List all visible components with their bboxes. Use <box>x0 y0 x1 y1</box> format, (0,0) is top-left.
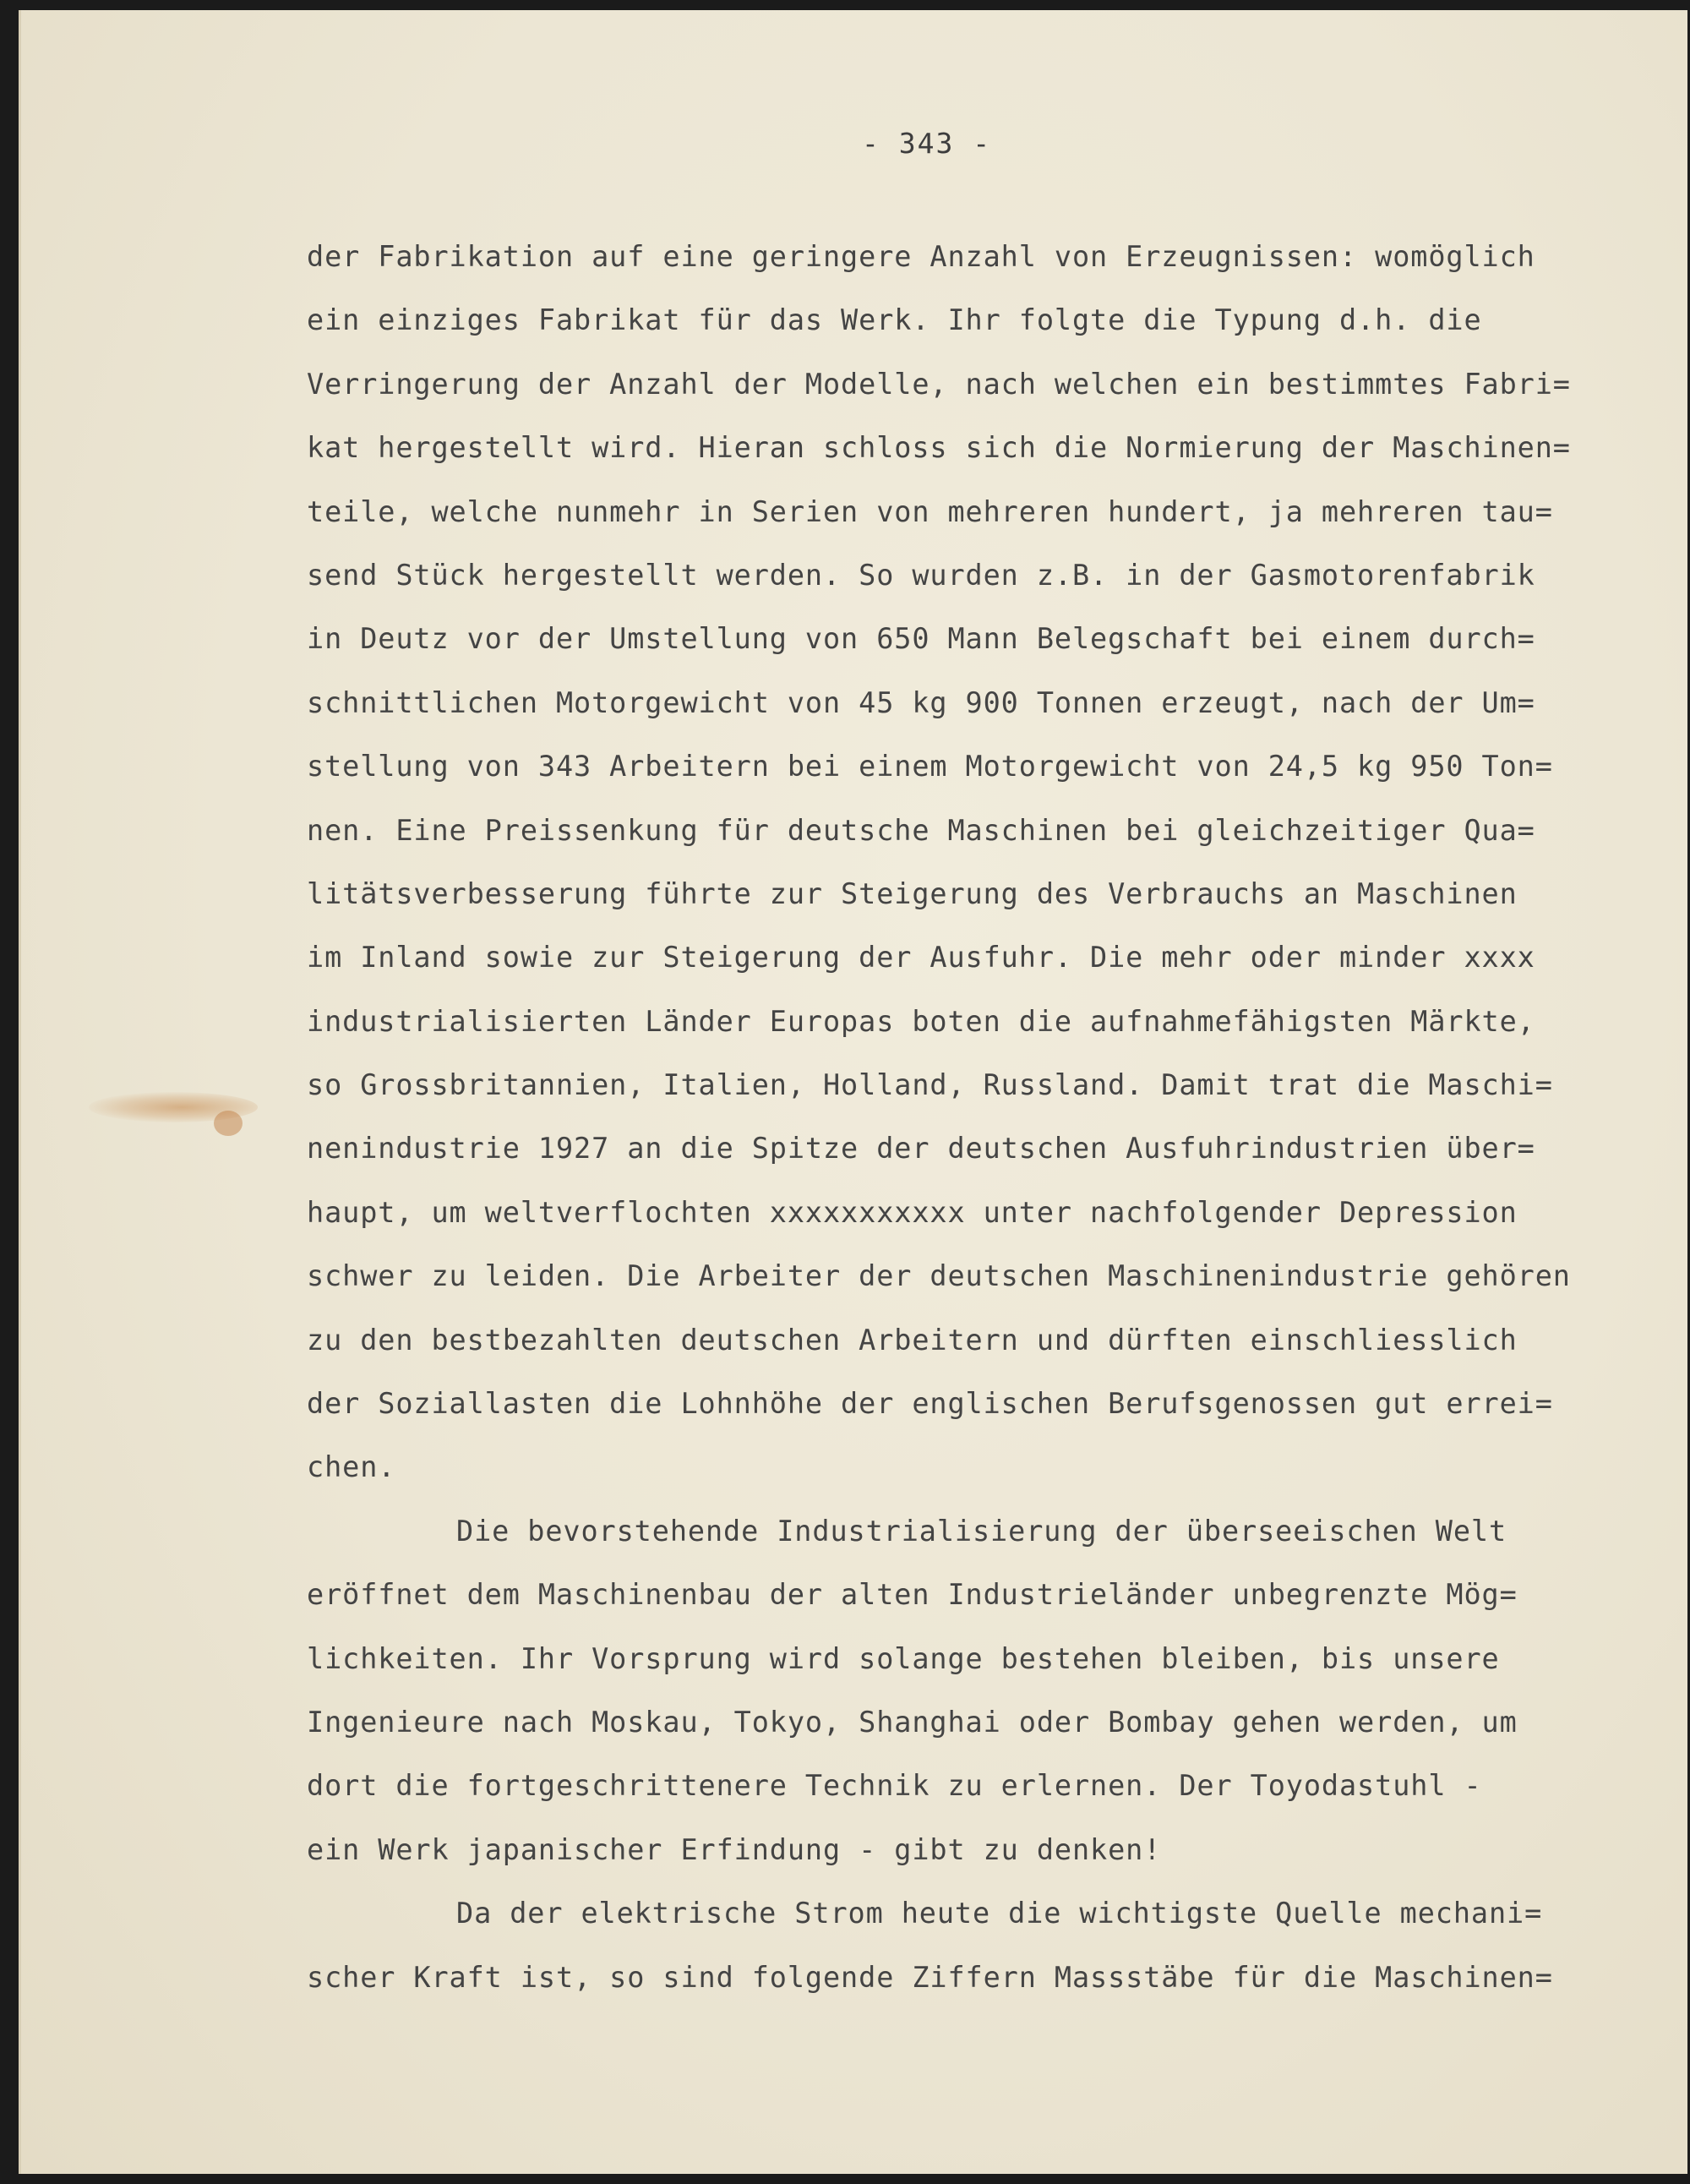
text-line: eröffnet dem Maschinenbau der alten Industrieländer unbegrenzte Mög= <box>307 1578 1518 1612</box>
text-line: der Soziallasten die Lohnhöhe der englischen Berufsgenossen gut errei= <box>307 1387 1553 1421</box>
text-line: schnittlichen Motorgewicht von 45 kg 900 Tonnen erzeugt, nach der Um= <box>307 685 1535 719</box>
text-line: in Deutz vor der Umstellung von 650 Mann Belegschaft bei einem durch= <box>307 622 1535 656</box>
text-line: Ingenieure nach Moskau, Tokyo, Shanghai oder Bombay gehen werden, um <box>307 1705 1518 1739</box>
text-line: ein einziges Fabrikat für das Werk. Ihr folgte die Typung d.h. die <box>307 303 1482 337</box>
text-line: stellung von 343 Arbeitern bei einem Motorgewicht von 24,5 kg 950 Ton= <box>307 750 1553 784</box>
text-line: send Stück hergestellt werden. So wurden z.B. in der Gasmotorenfabrik <box>307 558 1535 592</box>
paragraph-start-line: Die bevorstehende Industrialisierung der überseeischen Welt <box>456 1514 1507 1548</box>
text-line: der Fabrikation auf eine geringere Anzahl von Erzeugnissen: womöglich <box>307 240 1535 273</box>
text-line: chen. <box>307 1450 396 1484</box>
text-line: industrialisierten Länder Europas boten die aufnahmefähigsten Märkte, <box>307 1004 1535 1038</box>
text-line: Verringerung der Anzahl der Modelle, nach welchen ein bestimmtes Fabri= <box>307 367 1571 401</box>
text-line: scher Kraft ist, so sind folgende Ziffern Massstäbe für die Maschinen= <box>307 1960 1553 1994</box>
text-line: kat hergestellt wird. Hieran schloss sich die Normierung der Maschinen= <box>307 431 1571 465</box>
paragraph-start-line: Da der elektrische Strom heute die wichtigste Quelle mechani= <box>456 1897 1543 1930</box>
text-line: lichkeiten. Ihr Vorsprung wird solange bestehen bleiben, bis unsere <box>307 1641 1500 1675</box>
text-line: nenindustrie 1927 an die Spitze der deutschen Ausfuhrindustrien über= <box>307 1132 1535 1166</box>
text-line: dort die fortgeschrittenere Technik zu erlernen. Der Toyodastuhl - <box>307 1769 1482 1803</box>
text-line: nen. Eine Preissenkung für deutsche Maschinen bei gleichzeitiger Qua= <box>307 813 1535 847</box>
text-line: im Inland sowie zur Steigerung der Ausfuhr. Die mehr oder minder xxxx <box>307 941 1535 975</box>
text-line: schwer zu leiden. Die Arbeiter der deutschen Maschinenindustrie gehören <box>307 1259 1571 1293</box>
text-line: litätsverbesserung führte zur Steigerung des Verbrauchs an Maschinen <box>307 876 1518 910</box>
text-line: so Grossbritannien, Italien, Holland, Russland. Damit trat die Maschi= <box>307 1068 1553 1102</box>
text-line: haupt, um weltverflochten xxxxxxxxxxx unter nachfolgender Depression <box>307 1195 1518 1229</box>
page-number: - 343 - <box>862 127 992 160</box>
text-line: ein Werk japanischer Erfindung - gibt zu denken! <box>307 1832 1162 1866</box>
typewritten-body <box>307 225 1659 2009</box>
text-line: zu den bestbezahlten deutschen Arbeitern und dürften einschliesslich <box>307 1323 1518 1357</box>
rust-stain-spot <box>214 1111 243 1136</box>
text-line: teile, welche nunmehr in Serien von mehreren hundert, ja mehreren tau= <box>307 494 1553 528</box>
